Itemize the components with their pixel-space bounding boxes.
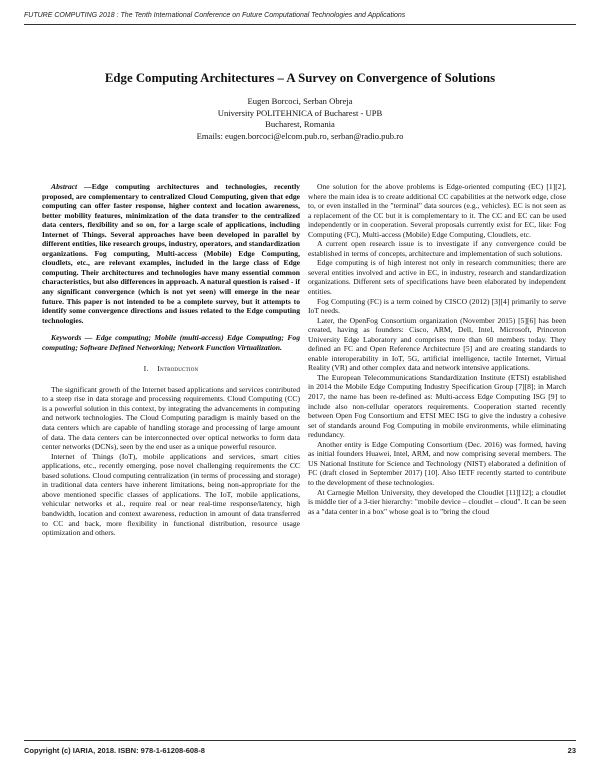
body-paragraph: Fog Computing (FC) is a term coined by CISCO (2012) [3][4] primarily to serve IoT needs. <box>308 296 566 316</box>
body-paragraph: Internet of Things (IoT), mobile applications and services, smart cities applications, etc., recently emerging, pose novel challenging requirements the CC based solutions. Cloud computing centralization (in terms of processing and storage) in traditional data centers have inherent limitations, being non-appropriate for the above mentioned specific classes of applications. The IoT, mobile applications, vehicular networks et al., require real or near real-time response/latency, high bandwidth, location and context awareness, reduction in amount of data transferred to CC and back, more flexibility in functional distribution, resource usage optimization and others. <box>42 451 300 538</box>
author-names: Eugen Borcoci, Serban Obreja <box>247 96 353 106</box>
keywords <box>42 333 300 352</box>
header-rule <box>24 24 576 25</box>
author-location: Bucharest, Romania <box>265 119 335 129</box>
section-heading <box>42 364 300 374</box>
copyright-notice: Copyright (c) IARIA, 2018. ISBN: 978-1-61208-608-8 <box>24 746 205 755</box>
keywords-text: Edge computing; Mobile (multi-access) Edge Computing; Fog computing; Software Defined Networking; Network Function Virtualization. <box>42 333 300 352</box>
abstract <box>42 182 300 325</box>
body-paragraph: Edge computing is of high interest not only in research communities; there are several entities involved and active in EC, in industry, research and standardization organizations. Different sets of specifications have been elaborated by independent entities. <box>308 258 566 297</box>
left-column <box>42 182 300 538</box>
body-paragraph: Later, the OpenFog Consortium organization (November 2015) [5][6] has been created, having as founders: Cisco, ARM, Dell, Intel, Microsoft, Princeton University Edge Laboratory and comprises more than 60 members today. They defined an FC and Open Reference Architecture [5] and are creating standards to enable interoperability in IoT, 5G, artificial intelligence, tactile Internet, Virtual Reality (VR) and other complex data and network intensive applications. <box>308 315 566 373</box>
right-column <box>308 182 566 516</box>
paper-title: Edge Computing Architectures – A Survey on Convergence of Solutions <box>104 71 496 85</box>
author-emails: Emails: eugen.borcoci@elcom.pub.ro, serban@radio.pub.ro <box>196 130 404 141</box>
author-block <box>24 96 576 142</box>
body-paragraph: Another entity is Edge Computing Consortium (Dec. 2016) was formed, having as initial founders Huawei, Intel, ARM, and now comprising several members. The US National Institute for Science and Technology (NIST) elaborated a definition of FC (draft closed in September 2017) [10]. Also IETF recently started to contribute to the development of these technologies. <box>308 439 566 487</box>
abstract-text: Edge computing architectures and technologies, recently proposed, are complementary to centralized Cloud Computing, given that edge computing can offer faster response, higher context and location awareness, better mobility features, minimization of the data transfer to the centralized data centers, flexibility and so on, for a large scale of applications, including Internet of Things. Several approaches have been developed in parallel by different entities, like research groups, industry, operators, and standardization organizations. Fog computing, Multi-access (Mobile) Edge Computing, cloudlets, etc., are relevant examples, included in the large class of Edge computing. Their architectures and technologies have many essential common characteristics, but also differences in approach. A natural question is raised - if any significant convergence (which is not yet seen) will emerge in the near future. This paper is not intended to be a complete survey, but it attempts to identify some convergence directions and issues related to the Edge computing technologies. <box>42 182 300 325</box>
section-number: I. <box>143 364 149 374</box>
body-paragraph: A current open research issue is to investigate if any convergence could be established in terms of concepts, architecture and implementation of such solutions. <box>308 239 566 258</box>
section-title: Introduction <box>157 364 199 374</box>
body-paragraph: The European Telecommunications Standardization Institute (ETSI) established in 2014 the Mobile Edge Computing Industry Specification Group [7][8]; in March 2017, the name has been re-defined as: Multi-access Edge Computing ISG [9] to include also non-cellular operators requirements. Cooperation started recently between Open Fog Consortium and ETSI MEC ISG to give the industry a cohesive set of standards around Fog Computing in mobile environments, while eliminating redundancy. <box>308 372 566 440</box>
keywords-label: Keywords — <box>51 333 93 343</box>
author-affiliation: University POLITEHNICA of Bucharest - UPB <box>217 107 383 118</box>
abstract-label: Abstract — <box>51 182 92 191</box>
page-number: 23 <box>567 746 576 755</box>
running-head: FUTURE COMPUTING 2018 : The Tenth International Conference on Future Computational Technologies and Applications <box>24 12 406 19</box>
footer-rule <box>24 740 576 741</box>
body-paragraph: The significant growth of the Internet based applications and services contributed to a steep rise in data storage and processing requirements. Cloud Computing (CC) is a powerful solution in this context, by integrating the advancements in computing and network technologies. The Cloud Computing paradigm is mainly based on the data centers which are capable of handling storage and processing of large amount of data. The data centers can be interconnected over optical networks to form data center networks (DCNs), seen by the end user as a unique powerful resource. <box>42 384 300 452</box>
body-paragraph: One solution for the above problems is Edge-oriented computing (EC) [1][2], where the main idea is to create additional CC capabilities at the network edge, close to, or even installed in the "terminal" data sources (e.g., vehicles). EC is not seen as a replacement of the CC but it is complementary to it. The CC and EC can be used independently or in cooperation. Several proposals currently exist for EC, like: Fog Computing (FC), Multi-access (Mobile) Edge Computing, Cloudlets, etc. <box>308 182 566 239</box>
body-paragraph: At Carnegie Mellon University, they developed the Cloudlet [11][12]; a cloudlet is middle tier of a 3-tier hierarchy: "mobile device – cloudlet – cloud". It can be seen as a "data center in a box" whose goal is to "bring the cloud <box>308 487 566 516</box>
